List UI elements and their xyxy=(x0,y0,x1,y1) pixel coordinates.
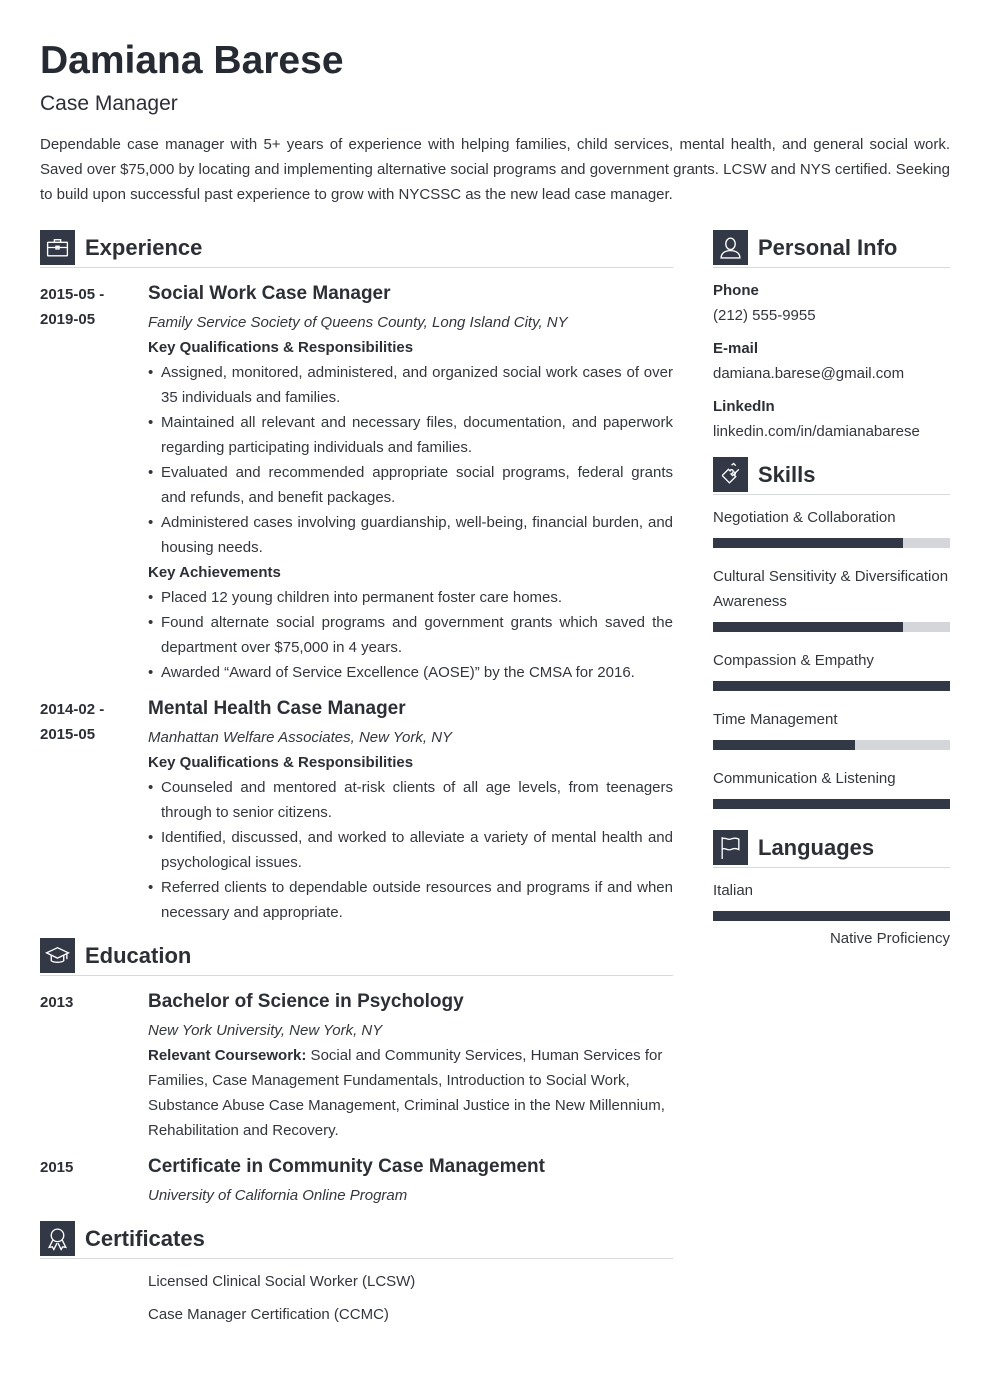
email-value: damiana.barese@gmail.com xyxy=(713,365,905,382)
language-level-bar xyxy=(713,911,950,921)
phone-value: (212) 555-9955 xyxy=(713,307,816,324)
list-item: • Administered cases involving guardianship, well-being, financial burden, and housing needs. xyxy=(148,510,673,560)
education-year: 2015 xyxy=(40,1159,74,1176)
skill-level-bar xyxy=(713,740,950,750)
degree-title: Bachelor of Science in Psychology xyxy=(148,991,464,1012)
personal-info-section-title: Personal Info xyxy=(758,234,898,260)
skill-level-fill xyxy=(713,681,950,691)
achievements-heading: Key Achievements xyxy=(148,564,281,581)
list-item: • Found alternate social programs and government grants which saved the department over $75,000 in 4 years. xyxy=(148,610,673,660)
skill-item xyxy=(713,707,950,732)
skill-level-fill xyxy=(713,740,855,750)
linkedin-value: linkedin.com/in/damianabarese xyxy=(713,423,920,440)
job-date-end: 2015-05 xyxy=(40,726,96,743)
list-item: • Evaluated and recommended appropriate social programs, federal grants and refunds, and benefit packages. xyxy=(148,460,673,510)
qualifications-heading: Key Qualifications & Responsibilities xyxy=(148,754,414,771)
coursework xyxy=(148,1043,673,1143)
list-item: • Placed 12 young children into permanent foster care homes. xyxy=(148,585,673,610)
job-position: Mental Health Case Manager xyxy=(148,698,406,719)
linkedin-label: LinkedIn xyxy=(713,398,775,415)
skills-section-title: Skills xyxy=(758,461,816,487)
email-label: E-mail xyxy=(713,340,759,357)
job-entry xyxy=(148,282,673,685)
certificates-section-header xyxy=(40,1219,673,1259)
list-item: • Counseled and mentored at-risk clients of all age levels, from teenagers through to senior citizens. xyxy=(148,775,673,825)
phone-label: Phone xyxy=(713,282,759,299)
qualifications-heading: Key Qualifications & Responsibilities xyxy=(148,339,414,356)
skill-level-fill xyxy=(713,799,950,809)
puzzle-piece-icon xyxy=(713,457,748,492)
language-level-fill xyxy=(713,911,950,921)
job-company: Manhattan Welfare Associates, New York, NY xyxy=(148,729,453,746)
briefcase-icon xyxy=(40,230,75,265)
education-section-title: Education xyxy=(85,942,192,968)
person-icon xyxy=(713,230,748,265)
job-entry xyxy=(148,697,673,925)
job-date-end: 2019-05 xyxy=(40,311,96,328)
languages-section-header xyxy=(713,828,950,868)
skill-level-bar xyxy=(713,538,950,548)
skill-item xyxy=(713,648,950,673)
profile-summary: Dependable case manager with 5+ years of experience with helping families, child services, mental health, and general social work. Saved over $75,000 by locating and implementing alternative social programs and government grants. LCSW and NYS certified. Seeking to build upon successful past experience to grow with NYCSSC as the new lead case manager. xyxy=(40,136,950,203)
skill-item xyxy=(713,564,950,614)
award-ribbon-icon xyxy=(40,1221,75,1256)
qualifications-list xyxy=(148,775,673,925)
certificate-item: Case Manager Certification (CCMC) xyxy=(148,1306,389,1323)
job-date-start: 2015-05 - xyxy=(40,286,105,303)
job-title-headline: Case Manager xyxy=(40,92,178,115)
skill-level-fill xyxy=(713,622,903,632)
flag-icon xyxy=(713,830,748,865)
job-company: Family Service Society of Queens County, Long Island City, NY xyxy=(148,314,568,331)
list-item: • Maintained all relevant and necessary files, documentation, and paperwork regarding participating individuals and families. xyxy=(148,410,673,460)
certificates-section-title: Certificates xyxy=(85,1225,205,1251)
graduation-cap-icon xyxy=(40,938,75,973)
skill-item xyxy=(713,505,950,530)
skill-name: Cultural Sensitivity & Diversification Awareness xyxy=(713,568,949,610)
experience-section-header xyxy=(40,228,673,268)
list-item: • Identified, discussed, and worked to alleviate a variety of mental health and psychological issues. xyxy=(148,825,673,875)
education-section-header xyxy=(40,936,673,976)
coursework-label: Relevant Coursework: xyxy=(148,1047,307,1064)
degree-title: Certificate in Community Case Management xyxy=(148,1156,545,1177)
language-name: Italian xyxy=(713,882,754,899)
job-date-start: 2014-02 - xyxy=(40,701,105,718)
candidate-name: Damiana Barese xyxy=(40,39,344,82)
education-entry xyxy=(148,1155,673,1208)
school-name: University of California Online Program xyxy=(148,1187,408,1204)
skills-section-header xyxy=(713,455,950,495)
education-year: 2013 xyxy=(40,994,74,1011)
languages-section-title: Languages xyxy=(758,834,875,860)
skill-level-fill xyxy=(713,538,903,548)
certificate-item: Licensed Clinical Social Worker (LCSW) xyxy=(148,1273,416,1290)
job-position: Social Work Case Manager xyxy=(148,283,391,304)
list-item: • Referred clients to dependable outside resources and programs if and when necessary and appropriate. xyxy=(148,875,673,925)
list-item: • Assigned, monitored, administered, and organized social work cases of over 35 individuals and families. xyxy=(148,360,673,410)
skill-name: Communication & Listening xyxy=(713,770,896,787)
list-item: • Awarded “Award of Service Excellence (AOSE)” by the CMSA for 2016. xyxy=(148,660,673,685)
skill-name: Negotiation & Collaboration xyxy=(713,509,896,526)
skill-level-bar xyxy=(713,681,950,691)
skill-item xyxy=(713,766,950,791)
language-proficiency: Native Proficiency xyxy=(829,930,950,947)
education-entry xyxy=(148,990,673,1143)
personal-info-section-header xyxy=(713,228,950,268)
qualifications-list xyxy=(148,360,673,560)
school-name: New York University, New York, NY xyxy=(148,1022,383,1039)
skill-level-bar xyxy=(713,799,950,809)
skill-name: Compassion & Empathy xyxy=(713,652,874,669)
skill-level-bar xyxy=(713,622,950,632)
achievements-list xyxy=(148,585,673,685)
coursework-text: Social and Community Services, Human Services for Families, Case Management Fundamentals, Introduction to Social Work, Substance Abuse Case Management, Criminal Justice in the New Millennium, Rehabilitation and Recovery. xyxy=(148,1047,665,1139)
experience-section-title: Experience xyxy=(85,234,203,260)
language-item xyxy=(713,878,950,903)
skill-name: Time Management xyxy=(713,711,838,728)
